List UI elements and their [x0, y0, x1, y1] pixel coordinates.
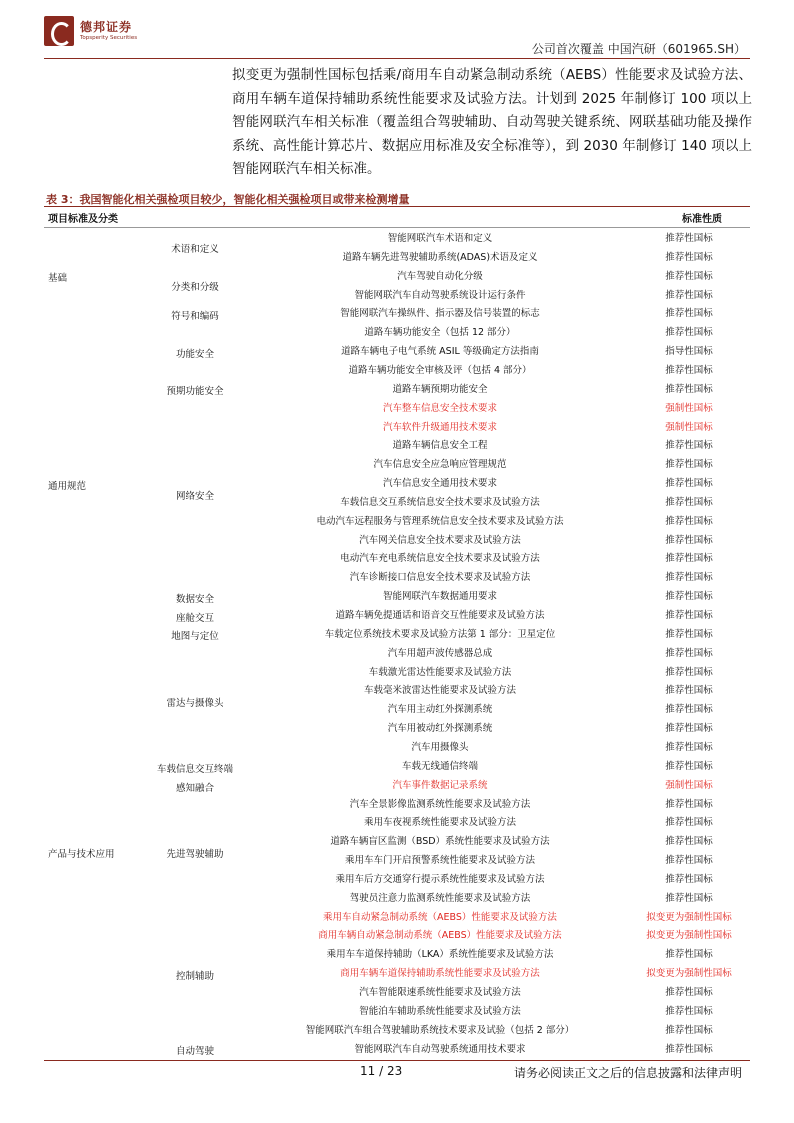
table-row-standard: 汽车诊断接口信息安全技术要求及试验方法	[349, 572, 531, 584]
table-row-standard: 智能网联汽车组合驾驶辅助系统技术要求及试验（包括 2 部分）	[305, 1024, 575, 1036]
table-row-standard: 电动汽车充电系统信息安全技术要求及试验方法	[340, 553, 540, 565]
table-row-nature: 推荐性国标	[665, 760, 713, 772]
table-row-nature: 推荐性国标	[665, 1043, 713, 1055]
subcategory: 术语和定义	[171, 244, 219, 255]
table-row-nature: 推荐性国标	[665, 1005, 713, 1017]
table-header-category: 项目标准及分类	[48, 214, 118, 225]
table-row-nature: 推荐性国标	[665, 817, 713, 829]
table-row-nature: 推荐性国标	[665, 478, 713, 490]
table-row-nature: 推荐性国标	[665, 233, 713, 244]
table-header-rule	[44, 227, 750, 228]
table-caption: 表 3：我国智能化相关强检项目较少，智能化相关强检项目或带来检测增量	[46, 193, 410, 206]
table-row-nature: 强制性国标	[665, 421, 713, 433]
table-row-nature: 推荐性国标	[665, 873, 713, 885]
table-row-nature: 推荐性国标	[665, 628, 713, 640]
table-row-nature: 推荐性国标	[665, 308, 713, 320]
table-bottom-rule	[44, 1060, 750, 1061]
table-row-standard: 智能网联汽车自动驾驶系统设计运行条件	[354, 289, 526, 301]
page-number: 11 / 23	[360, 1064, 403, 1078]
table-row-standard: 驾驶员注意力监测系统性能要求及试验方法	[349, 892, 531, 904]
subcategory: 预期功能安全	[166, 386, 224, 397]
table-row-standard: 乘用车自动紧急制动系统（AEBS）性能要求及试验方法	[323, 911, 557, 923]
table-row-standard: 汽车用主动红外探测系统	[387, 704, 493, 716]
subcategory: 感知融合	[175, 783, 214, 794]
table-row-standard: 商用车辆车道保持辅助系统性能要求及试验方法	[340, 968, 540, 980]
table-row-nature: 推荐性国标	[665, 496, 713, 508]
table-row-standard: 车载信息交互系统信息安全技术要求及试验方法	[340, 496, 540, 508]
subcategory: 雷达与摄像头	[166, 698, 224, 709]
table-row-standard: 汽车全景影像监测系统性能要求及试验方法	[349, 798, 531, 810]
table-row-standard: 道路车辆信息安全工程	[392, 440, 488, 452]
table-row-nature: 拟变更为强制性国标	[646, 968, 732, 980]
table-row-standard: 乘用车夜视系统性能要求及试验方法	[363, 817, 516, 829]
subcategory: 网络安全	[175, 491, 214, 502]
table-row-standard: 智能网联汽车操纵件、指示器及信号装置的标志	[340, 308, 540, 320]
table-row-nature: 推荐性国标	[665, 836, 713, 848]
table-row-standard: 车载毫米波雷达性能要求及试验方法	[363, 685, 516, 697]
table-row-standard: 智能网联汽车术语和定义	[387, 233, 493, 244]
table-row-nature: 推荐性国标	[665, 798, 713, 810]
category-basic: 基础	[48, 273, 68, 284]
table-row-nature: 推荐性国标	[665, 289, 713, 301]
table-row-nature: 推荐性国标	[665, 270, 713, 282]
table-row-nature: 推荐性国标	[665, 1024, 713, 1036]
table-row-standard: 道路车辆功能安全（包括 12 部分）	[364, 327, 516, 339]
table-row-standard: 电动汽车远程服务与管理系统信息安全技术要求及试验方法	[316, 515, 564, 527]
footer-disclaimer: 请务必阅读正文之后的信息披露和法律声明	[513, 1066, 742, 1080]
table-top-rule	[44, 206, 750, 207]
table-row-standard: 乘用车车道保持辅助（LKA）系统性能要求及试验方法	[326, 949, 554, 961]
subcategory: 数据安全	[175, 594, 214, 605]
table-row-standard: 道路车辆盲区监测（BSD）系统性能要求及试验方法	[330, 836, 550, 848]
table-row-nature: 推荐性国标	[665, 440, 713, 452]
table-row-standard: 乘用车后方交通穿行提示系统性能要求及试验方法	[335, 873, 545, 885]
table-row-standard: 道路车辆先进驾驶辅助系统(ADAS)术语及定义	[342, 251, 538, 263]
company-logo	[44, 16, 137, 46]
table-row-standard: 汽车整车信息安全技术要求	[382, 402, 497, 414]
table-row-standard: 道路车辆预期功能安全	[392, 383, 488, 395]
table-row-standard: 车载定位系统技术要求及试验方法第 1 部分：卫星定位	[324, 628, 556, 640]
subcategory: 控制辅助	[175, 971, 214, 982]
table-row-nature: 推荐性国标	[665, 572, 713, 584]
logo-cn: 德邦证券	[80, 20, 133, 35]
table-row-nature: 推荐性国标	[665, 892, 713, 904]
table-row-nature: 拟变更为强制性国标	[646, 930, 732, 942]
category-product: 产品与技术应用	[48, 849, 115, 860]
table-row-nature: 推荐性国标	[665, 704, 713, 716]
subcategory: 座舱交互	[175, 613, 214, 624]
table-row-nature: 推荐性国标	[665, 949, 713, 961]
table-row-standard: 乘用车车门开启预警系统性能要求及试验方法	[344, 855, 535, 867]
table-row-nature: 推荐性国标	[665, 723, 713, 735]
table-row-nature: 推荐性国标	[665, 591, 713, 603]
table-row-standard: 道路车辆免提通话和语音交互性能要求及试验方法	[335, 610, 545, 621]
table-row-standard: 汽车用超声波传感器总成	[387, 647, 493, 659]
table-row-standard: 汽车驾驶自动化分级	[397, 270, 483, 282]
table-row-standard: 道路车辆电子电气系统 ASIL 等级确定方法指南	[341, 346, 539, 358]
table-header-nature: 标准性质	[682, 214, 722, 225]
table-row-nature: 推荐性国标	[665, 987, 713, 998]
table-row-standard: 车载无线通信终端	[401, 760, 478, 772]
subcategory: 分类和分级	[171, 282, 219, 293]
table-row-nature: 推荐性国标	[665, 553, 713, 565]
table-row-nature: 推荐性国标	[665, 515, 713, 527]
table-row-nature: 推荐性国标	[665, 647, 713, 659]
table-row-nature: 推荐性国标	[665, 666, 713, 678]
table-row-nature: 推荐性国标	[665, 685, 713, 697]
table-row-nature: 推荐性国标	[665, 327, 713, 339]
logo-en: Topsperity Securities	[80, 34, 138, 41]
table-row-nature: 拟变更为强制性国标	[646, 911, 732, 923]
subcategory: 功能安全	[175, 349, 214, 360]
table-row-standard: 汽车网关信息安全技术要求及试验方法	[359, 534, 521, 546]
subcategory: 地图与定位	[171, 631, 219, 642]
body-paragraph: 拟变更为强制性国标包括乘/商用车自动紧急制动系统（AEBS）性能要求及试验方法、商用车辆车道保持辅助系统性能要求及试验方法。计划到 2025 年制修订 100 项以上智能网联汽车相关标准（覆盖组合驾驶辅助、自动驾驶关键系统、网联基础功能及操作系统、高性能计算芯片、数据应用标准及安全标准等），到 2030 年制修订 140 项以上智能网联汽车相关标准。	[232, 67, 752, 177]
subcategory: 车载信息交互终端	[156, 764, 233, 775]
table-row-standard: 汽车事件数据记录系统	[392, 779, 488, 791]
table-row-standard: 智能网联汽车自动驾驶系统通用技术要求	[354, 1043, 526, 1055]
logo-icon	[44, 16, 74, 46]
subcategory: 自动驾驶	[175, 1046, 214, 1057]
header-divider	[44, 58, 750, 59]
table-row-standard: 智能网联汽车数据通用要求	[382, 591, 497, 603]
table-row-nature: 推荐性国标	[665, 741, 713, 753]
table-row-nature: 推荐性国标	[665, 459, 713, 471]
table-row-nature: 推荐性国标	[665, 855, 713, 867]
table-row-standard: 智能泊车辅助系统性能要求及试验方法	[359, 1005, 521, 1017]
table-row-standard: 车载激光雷达性能要求及试验方法	[368, 666, 512, 678]
category-general: 通用规范	[48, 481, 87, 492]
table-row-nature: 指导性国标	[665, 346, 713, 358]
table-row-nature: 推荐性国标	[665, 364, 713, 376]
table-row-standard: 汽车软件升级通用技术要求	[382, 421, 497, 433]
table-row-nature: 推荐性国标	[665, 251, 713, 263]
table-row-nature: 推荐性国标	[665, 383, 713, 395]
table-row-standard: 商用车辆自动紧急制动系统（AEBS）性能要求及试验方法	[318, 930, 562, 942]
table-row-standard: 汽车用被动红外探测系统	[387, 723, 493, 735]
table-row-standard: 汽车信息安全通用技术要求	[382, 478, 497, 490]
table-row-standard: 汽车用摄像头	[411, 741, 469, 753]
table-row-nature: 推荐性国标	[665, 534, 713, 546]
table-row-standard: 道路车辆功能安全审核及评（包括 4 部分）	[348, 364, 532, 376]
table-row-standard: 汽车智能限速系统性能要求及试验方法	[359, 987, 521, 998]
table-row-nature: 强制性国标	[665, 402, 713, 414]
table-row-nature: 强制性国标	[665, 779, 713, 791]
subcategory: 先进驾驶辅助	[166, 849, 224, 860]
table-row-nature: 推荐性国标	[665, 610, 713, 621]
table-row-standard: 汽车信息安全应急响应管理规范	[373, 459, 507, 471]
subcategory: 符号和编码	[171, 311, 219, 322]
report-header: 公司首次覆盖 中国汽研（601965.SH）	[531, 42, 746, 56]
